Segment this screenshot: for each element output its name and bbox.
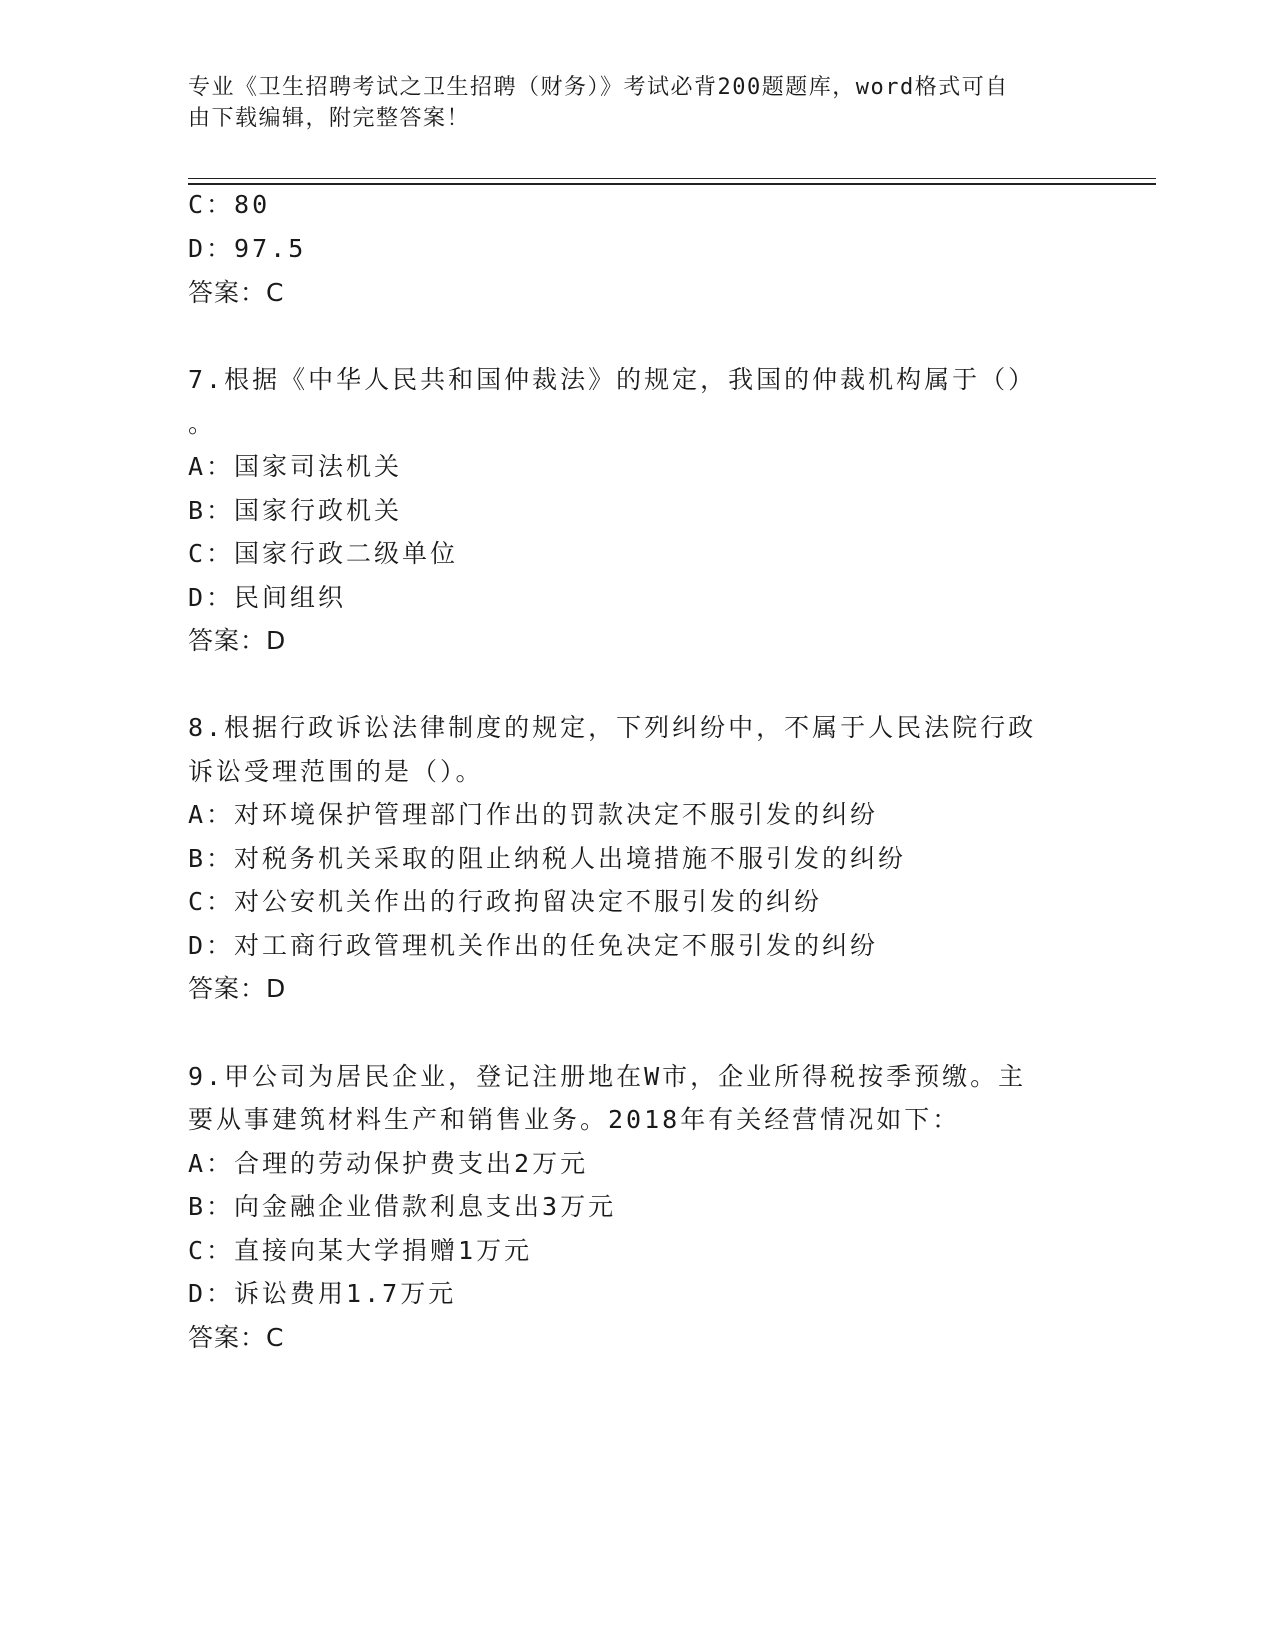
header-divider-thin <box>188 178 1156 179</box>
q9-stem-line-1: 9.甲公司为居民企业，登记注册地在W市，企业所得税按季预缴。主 <box>188 1062 1027 1091</box>
q9-answer: 答案：C <box>188 1323 285 1352</box>
q7-option-b: B：国家行政机关 <box>188 496 403 525</box>
q9-option-b: B：向金融企业借款利息支出3万元 <box>188 1192 617 1221</box>
q8-option-c: C：对公安机关作出的行政拘留决定不服引发的纠纷 <box>188 887 823 916</box>
q8-option-b: B：对税务机关采取的阻止纳税人出境措施不服引发的纠纷 <box>188 844 907 873</box>
q9-stem-line-2: 要从事建筑材料生产和销售业务。2018年有关经营情况如下： <box>188 1105 961 1134</box>
header-divider-thick <box>188 183 1156 185</box>
header-line-1: 专业《卫生招聘考试之卫生招聘（财务）》考试必背200题题库，word格式可自 <box>188 75 1009 100</box>
document-header <box>188 72 1068 134</box>
q7-option-d: D：民间组织 <box>188 583 347 612</box>
header-line-2: 由下载编辑，附完整答案！ <box>188 106 471 131</box>
q7-stem-line-1: 7.根据《中华人民共和国仲裁法》的规定，我国的仲裁机构属于（） <box>188 365 1037 394</box>
q6-option-c: C：80 <box>188 190 271 219</box>
q8-stem-line-1: 8.根据行政诉讼法律制度的规定，下列纠纷中，不属于人民法院行政 <box>188 713 1037 742</box>
q8-answer: 答案：D <box>188 974 287 1003</box>
q7-option-c: C：国家行政二级单位 <box>188 539 459 568</box>
q9-option-c: C：直接向某大学捐赠1万元 <box>188 1236 533 1265</box>
q7-option-a: A：国家司法机关 <box>188 452 403 481</box>
q6-answer: 答案：C <box>188 278 285 307</box>
q9-option-d: D：诉讼费用1.7万元 <box>188 1279 457 1308</box>
q7-answer: 答案：D <box>188 626 287 655</box>
q8-stem-line-2: 诉讼受理范围的是（）。 <box>188 757 484 786</box>
q6-option-d: D：97.5 <box>188 234 307 263</box>
q9-option-a: A：合理的劳动保护费支出2万元 <box>188 1149 589 1178</box>
q8-option-d: D：对工商行政管理机关作出的任免决定不服引发的纠纷 <box>188 931 879 960</box>
q7-stem-line-2: 。 <box>188 409 217 438</box>
q8-option-a: A：对环境保护管理部门作出的罚款决定不服引发的纠纷 <box>188 800 879 829</box>
